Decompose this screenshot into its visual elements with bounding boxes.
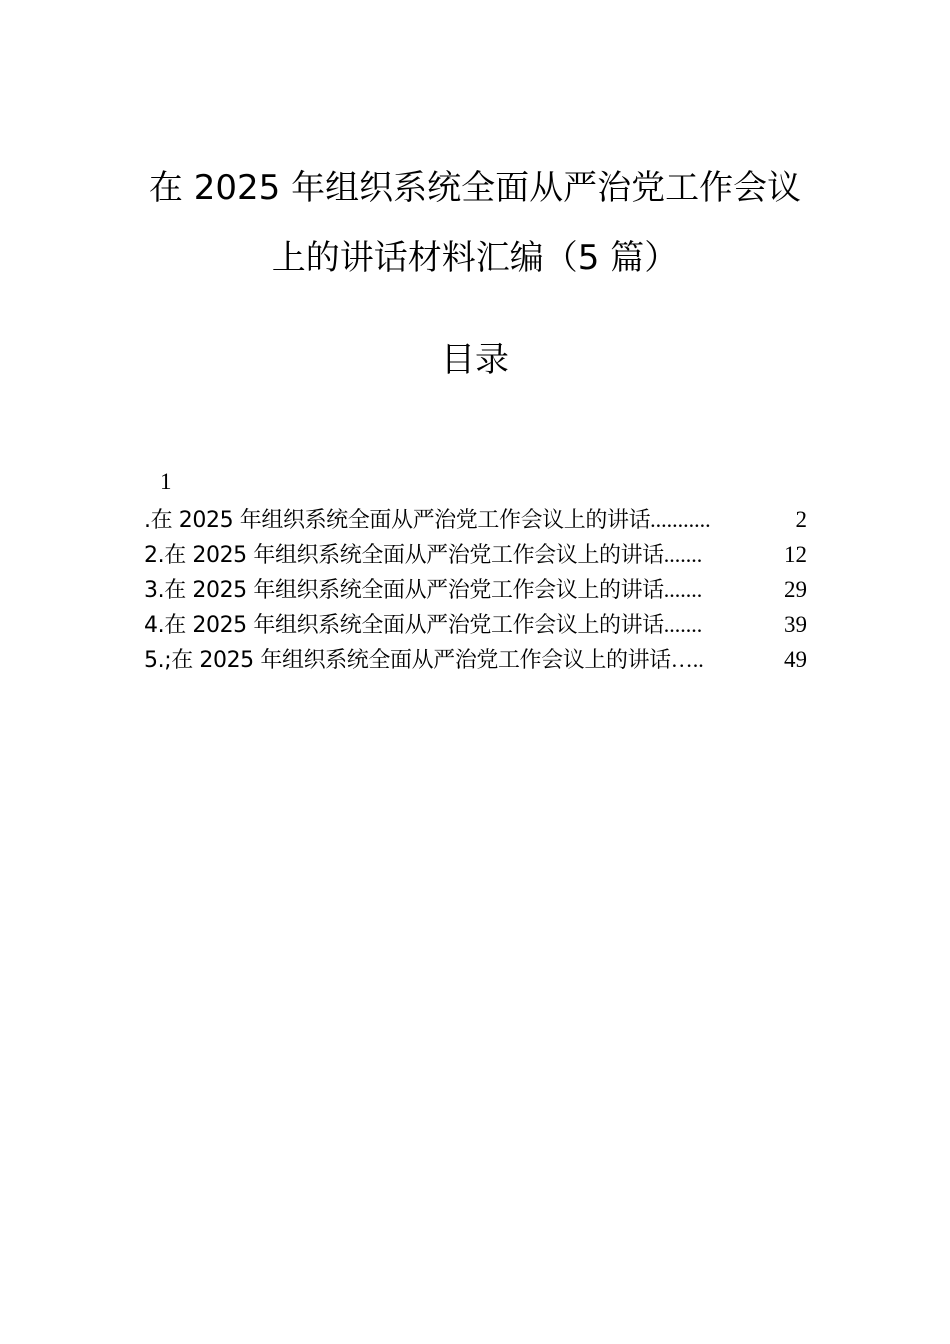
toc-entry-leader: ....... <box>663 577 703 602</box>
toc-entry-text: 4.在 2025 年组织系统全面从严治党工作会议上的讲话 <box>144 613 664 638</box>
document-title-line-1: 在 2025 年组织系统全面从严治党工作会议 <box>148 168 802 208</box>
table-of-contents <box>144 502 807 677</box>
toc-entry-page-number: 12 <box>784 542 807 567</box>
document-title-line-2: 上的讲话材料汇编（5 篇） <box>271 238 679 278</box>
toc-entry-2[interactable] <box>144 537 807 572</box>
toc-entry-page-number: 49 <box>784 647 807 672</box>
toc-entry-leader: ....... <box>663 612 703 637</box>
toc-entry-text: 2.在 2025 年组织系统全面从严治党工作会议上的讲话 <box>144 543 664 568</box>
toc-entry-page-number: 29 <box>784 577 807 602</box>
toc-heading: 目录 <box>441 340 509 380</box>
toc-entry-text: 3.在 2025 年组织系统全面从严治党工作会议上的讲话 <box>144 578 664 603</box>
toc-entry-leader: ....... <box>663 542 703 567</box>
toc-entry-5[interactable] <box>144 642 807 677</box>
toc-entry-page-number: 39 <box>784 612 807 637</box>
toc-entry-1[interactable] <box>144 502 807 537</box>
toc-entry-page-number: 2 <box>795 507 807 532</box>
toc-entry-3[interactable] <box>144 572 807 607</box>
toc-entry-text: 5.;在 2025 年组织系统全面从严治党工作会议上的讲话 <box>144 648 671 673</box>
toc-entry-text: .在 2025 年组织系统全面从严治党工作会议上的讲话 <box>144 508 651 533</box>
toc-entry-4[interactable] <box>144 607 807 642</box>
toc-number-fragment: 1 <box>160 469 172 494</box>
toc-entry-leader: ........... <box>650 507 711 532</box>
toc-entry-leader: ….. <box>670 647 704 672</box>
